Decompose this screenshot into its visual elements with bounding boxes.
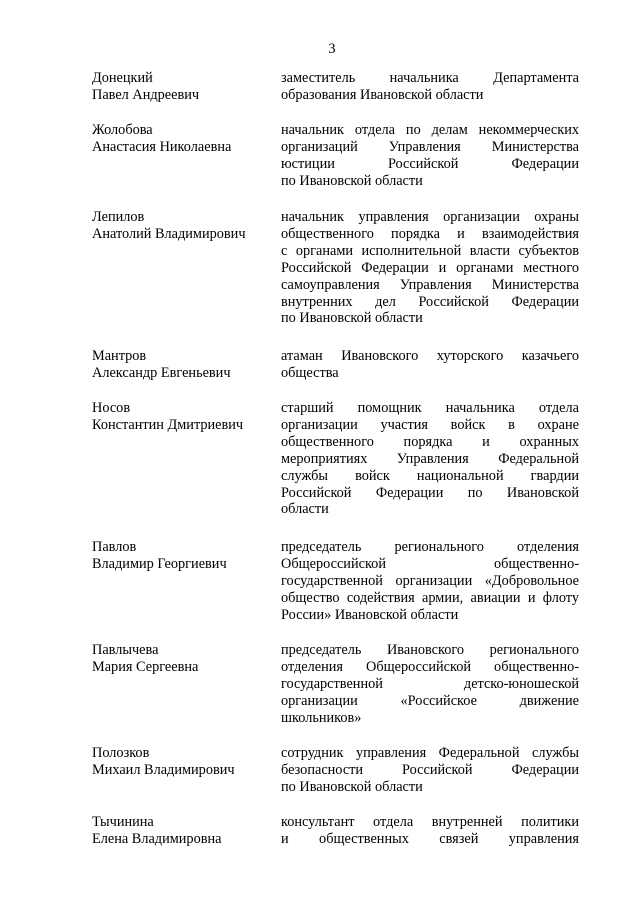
position-line: России» Ивановской области — [281, 606, 459, 623]
position-line: начальник управления организации охраны — [281, 209, 579, 225]
member-given-name: Владимир Георгиевич — [92, 555, 227, 572]
position-line: отделения Общероссийской общественно- — [281, 658, 579, 675]
position-line: консультант отдела внутренней политики — [281, 814, 579, 830]
position-line: внутренних дел Российской Федерации — [281, 293, 579, 310]
position-line: безопасности Российской Федерации — [281, 761, 579, 778]
member-position — [281, 122, 579, 190]
member-given-name: Мария Сергеевна — [92, 658, 199, 675]
position-line: Общероссийской общественно- — [281, 555, 579, 572]
member-surname: Полозков — [92, 745, 150, 761]
member-surname: Тычинина — [92, 814, 154, 830]
member-position — [281, 209, 579, 327]
position-line: государственной организации «Добровольное — [281, 572, 579, 589]
position-line: государственной детско-юношеской — [281, 675, 579, 692]
position-line: общество содействия армии, авиации и флоту — [281, 589, 579, 606]
position-line: с органами исполнительной власти субъектов — [281, 242, 579, 259]
member-surname: Мантров — [92, 348, 147, 364]
member-name — [92, 122, 277, 156]
member-position — [281, 745, 579, 796]
position-line: Российской Федерации по Ивановской — [281, 484, 579, 501]
member-surname: Донецкий — [92, 70, 153, 86]
member-position — [281, 400, 579, 518]
member-given-name: Александр Евгеньевич — [92, 364, 231, 381]
member-given-name: Константин Дмитриевич — [92, 416, 244, 433]
position-line: заместитель начальника Департамента — [281, 70, 579, 86]
member-name — [92, 642, 277, 676]
position-line: Российской Федерации и органами местного — [281, 259, 579, 276]
member-position — [281, 348, 579, 382]
position-line: организаций Управления Министерства — [281, 138, 579, 155]
position-line: сотрудник управления Федеральной службы — [281, 745, 579, 761]
position-line: образования Ивановской области — [281, 86, 484, 103]
member-position — [281, 70, 579, 104]
position-line: школьников» — [281, 709, 362, 726]
position-line: общественного порядка и охранных — [281, 433, 579, 450]
position-line: организации «Российское движение — [281, 692, 579, 709]
member-given-name: Анастасия Николаевна — [92, 138, 232, 155]
member-name — [92, 539, 277, 573]
position-line: старший помощник начальника отдела — [281, 400, 579, 416]
position-line: организации участия войск в охране — [281, 416, 579, 433]
position-line: председатель регионального отделения — [281, 539, 579, 555]
member-position — [281, 539, 579, 624]
position-line: по Ивановской области — [281, 778, 423, 795]
position-line: мероприятиях Управления Федеральной — [281, 450, 579, 467]
member-name — [92, 70, 277, 104]
member-position — [281, 642, 579, 727]
member-surname: Павлов — [92, 539, 137, 555]
member-name — [92, 814, 277, 848]
position-line: председатель Ивановского регионального — [281, 642, 579, 658]
position-line: общества — [281, 364, 339, 381]
member-position — [281, 814, 579, 848]
position-line: общественного порядка и взаимодействия — [281, 225, 579, 242]
member-surname: Жолобова — [92, 122, 153, 138]
member-name — [92, 400, 277, 434]
position-line: и общественных связей управления — [281, 830, 579, 847]
member-given-name: Павел Андреевич — [92, 86, 200, 103]
member-surname: Павлычева — [92, 642, 159, 658]
position-line: юстиции Российской Федерации — [281, 155, 579, 172]
member-name — [92, 745, 277, 779]
position-line: области — [281, 501, 329, 518]
member-surname: Лепилов — [92, 209, 145, 225]
position-line: атаман Ивановского хуторского казачьего — [281, 348, 579, 364]
position-line: по Ивановской области — [281, 310, 423, 327]
member-surname: Носов — [92, 400, 131, 416]
position-line: самоуправления Управления Министерства — [281, 276, 579, 293]
position-line: по Ивановской области — [281, 172, 423, 189]
position-line: начальник отдела по делам некоммерческих — [281, 122, 579, 138]
member-given-name: Михаил Владимирович — [92, 761, 235, 778]
member-name — [92, 209, 277, 243]
member-given-name: Анатолий Владимирович — [92, 225, 246, 242]
page-number: 3 — [328, 41, 336, 57]
member-given-name: Елена Владимировна — [92, 830, 222, 847]
member-name — [92, 348, 277, 382]
position-line: службы войск национальной гвардии — [281, 467, 579, 484]
